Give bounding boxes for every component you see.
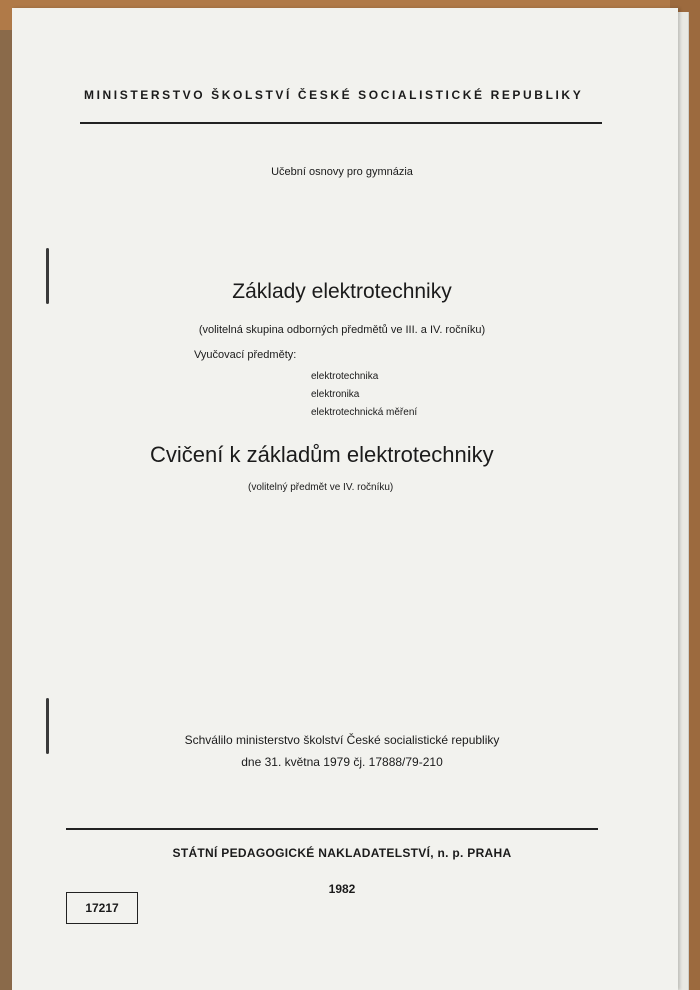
second-title-note: (volitelný předmět ve IV. ročníku) [248, 482, 394, 493]
ministry-header: MINISTERSTVO ŠKOLSTVÍ ČESKÉ SOCIALISTICKÉ REPUBLIKY [84, 88, 584, 102]
catalog-number-box [66, 892, 138, 924]
subjects-label: Vyučovací předměty: [194, 349, 297, 361]
second-title: Cvičení k základům elektrotechniky [150, 442, 494, 467]
subject-item: elektronika [311, 389, 360, 400]
subject-item: elektrotechnika [311, 371, 379, 382]
approval-statement: Schválilo ministerstvo školství České socialistické republiky [184, 733, 500, 747]
header-rule [80, 122, 602, 124]
main-title: Základy elektrotechniky [232, 280, 452, 303]
footer-rule [66, 828, 598, 830]
approval-date: dne 31. května 1979 čj. 17888/79-210 [241, 755, 443, 769]
publisher: STÁTNÍ PEDAGOGICKÉ NAKLADATELSTVÍ, n. p. PRAHA [172, 846, 512, 860]
catalog-number: 17217 [85, 901, 119, 915]
subject-item: elektrotechnická měření [311, 407, 418, 418]
publication-year: 1982 [328, 882, 356, 896]
main-title-note: (volitelná skupina odborných předmětů ve III. a IV. ročníku) [198, 324, 486, 336]
document-subtitle: Učební osnovy pro gymnázia [271, 166, 413, 178]
document-cover-page [12, 8, 678, 990]
